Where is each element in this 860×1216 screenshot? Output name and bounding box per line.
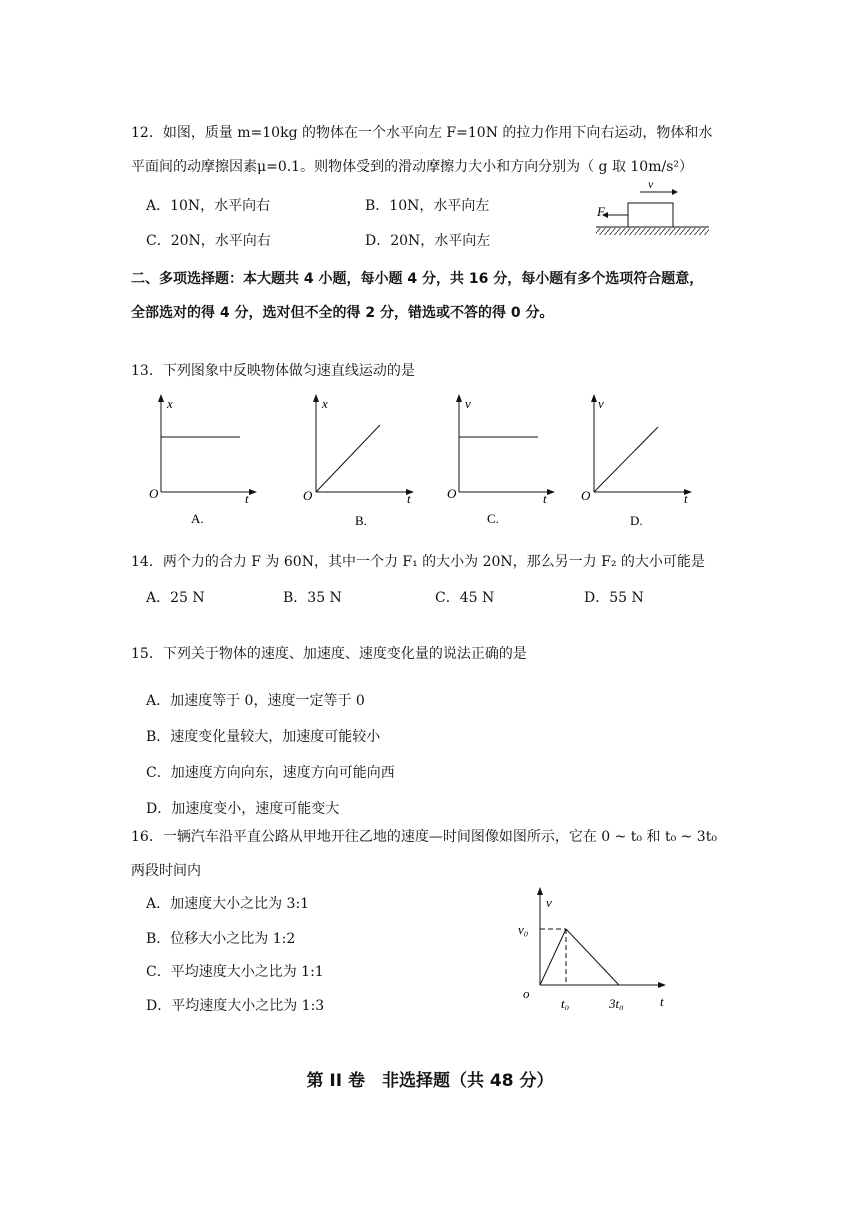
graph-caption: D. xyxy=(630,513,643,528)
graph-caption: C. xyxy=(487,511,499,526)
x-axis-label: t xyxy=(684,491,688,506)
q16-option-d: D．平均速度大小之比为 1:3 xyxy=(146,998,325,1014)
q12-option-a: A．10N，水平向右 xyxy=(146,198,271,214)
q16-stem-line2: 两段时间内 xyxy=(131,863,201,879)
origin-label: O xyxy=(149,486,159,501)
q12-option-d: D．20N，水平向左 xyxy=(365,233,491,249)
block xyxy=(628,203,673,227)
graph-caption: B. xyxy=(355,513,367,528)
q14-option-c: C．45 N xyxy=(435,590,495,606)
q14-option-b: B．35 N xyxy=(283,590,342,606)
y-axis-label: x xyxy=(167,396,173,411)
accel-segment xyxy=(540,929,566,985)
q12-option-b: B．10N，水平向左 xyxy=(365,198,490,214)
x-axis-label: t xyxy=(245,491,249,506)
q13-stem: 13．下列图象中反映物体做匀速直线运动的是 xyxy=(131,363,415,379)
q16-option-a: A．加速度大小之比为 3:1 xyxy=(146,896,310,912)
q13-graph-b xyxy=(300,392,425,532)
q15-option-c: C．加速度方向向东，速度方向可能向西 xyxy=(146,765,395,781)
y-axis-label: x xyxy=(322,396,328,411)
origin-label: O xyxy=(581,488,591,503)
decel-segment xyxy=(566,929,619,985)
q16-vt-graph xyxy=(512,885,682,1010)
x-axis-label: t xyxy=(660,994,664,1009)
graph-line xyxy=(594,427,658,492)
x-axis-label: t xyxy=(407,491,411,506)
q16-option-c: C．平均速度大小之比为 1:1 xyxy=(146,964,324,980)
q12-stem-line1: 12．如图，质量 m=10kg 的物体在一个水平向左 F=10N 的拉力作用下向右运动，物体和水 xyxy=(131,125,713,141)
q12-block-figure xyxy=(592,178,714,240)
q12-option-c: C．20N，水平向右 xyxy=(146,233,271,249)
q15-option-b: B．速度变化量较大，加速度可能较小 xyxy=(146,729,381,745)
part2-title: 第 II 卷 非选择题（共 48 分） xyxy=(306,1071,554,1091)
q13-graph-c xyxy=(443,392,563,532)
q13-graph-d xyxy=(578,392,703,532)
y-axis-label: v xyxy=(598,396,604,411)
q15-option-d: D．加速度变小，速度可能变大 xyxy=(146,801,340,817)
t0-label: t₀ xyxy=(561,996,570,1010)
3t0-label: 3t₀ xyxy=(609,996,624,1010)
q16-stem-line1: 16．一辆汽车沿平直公路从甲地开往乙地的速度—时间图像如图所示，它在 0 ~ t₀ 和 t₀ ~ 3t₀ xyxy=(131,829,717,845)
q12-stem-line2: 平面间的动摩擦因素μ=0.1。则物体受到的滑动摩擦力大小和方向分别为（ g 取 10m/s²） xyxy=(131,159,694,175)
q15-option-a: A．加速度等于 0，速度一定等于 0 xyxy=(146,693,365,709)
y-axis-label: v xyxy=(546,895,552,910)
q14-option-d: D．55 N xyxy=(584,590,644,606)
ground-hatch xyxy=(596,228,709,235)
q14-stem: 14．两个力的合力 F 为 60N，其中一个力 F₁ 的大小为 20N，那么另一力 F₂ 的大小可能是 xyxy=(131,554,705,570)
origin-label: o xyxy=(523,986,530,1001)
q16-option-b: B．位移大小之比为 1:2 xyxy=(146,931,296,947)
graph-line xyxy=(316,425,380,492)
q15-stem: 15．下列关于物体的速度、加速度、速度变化量的说法正确的是 xyxy=(131,646,527,662)
graph-caption: A. xyxy=(191,511,204,526)
force-label: F xyxy=(597,204,605,219)
velocity-label: v xyxy=(648,178,654,191)
q13-graph-a xyxy=(145,392,265,532)
origin-label: O xyxy=(303,488,313,503)
y-axis-label: v xyxy=(465,396,471,411)
section2-heading-line2: 全部选对的得 4 分，选对但不全的得 2 分，错选或不答的得 0 分。 xyxy=(131,305,554,321)
section2-heading-line1: 二、多项选择题：本大题共 4 小题，每小题 4 分，共 16 分，每小题有多个选项符合题意， xyxy=(131,271,704,287)
origin-label: O xyxy=(447,486,457,501)
q14-option-a: A．25 N xyxy=(146,590,205,606)
v0-label: v₀ xyxy=(518,922,529,937)
x-axis-label: t xyxy=(543,491,547,506)
